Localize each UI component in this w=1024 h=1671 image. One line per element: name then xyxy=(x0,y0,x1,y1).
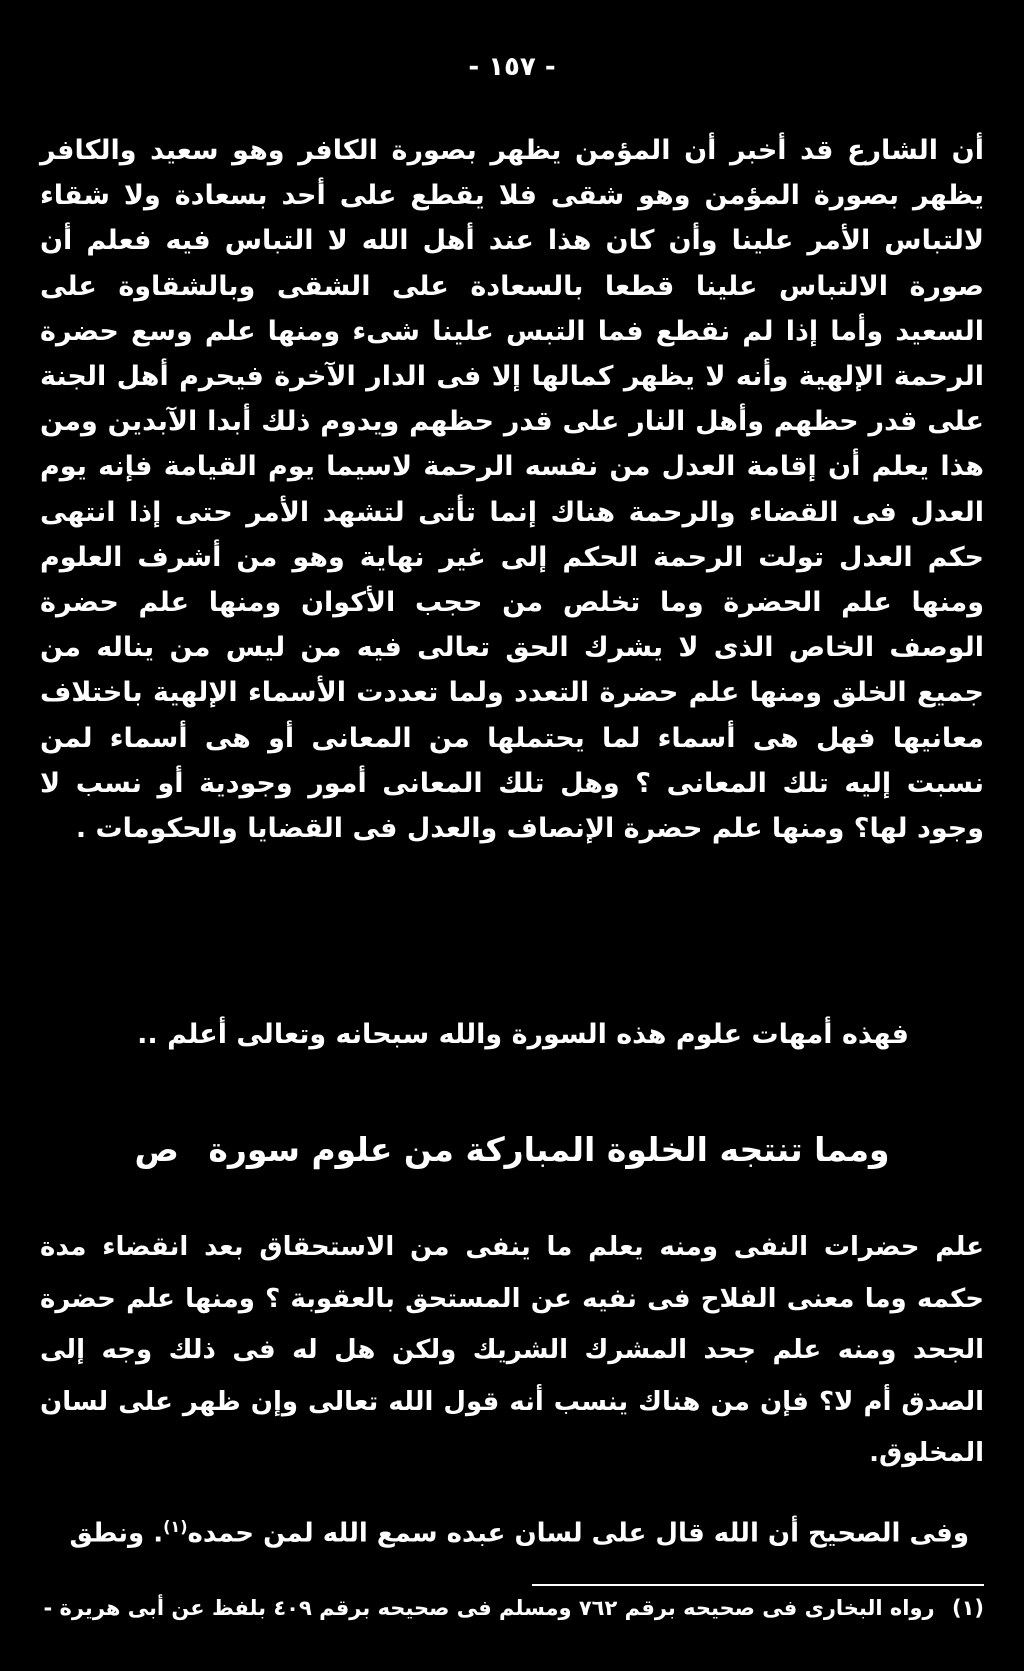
paragraph-body-1: أن الشارع قد أخبر أن المؤمن يظهر بصورة الكافر وهو سعيد والكافر يظهر بصورة المؤمن وهو شقى فلا يقطع على أحد بسعادة ولا شقاء لالتباس الأمر علينا وأن كان هذا عند أهل الله لا التباس فيه فعلم أن صورة الالتباس علينا قطعا بالسعادة على الشقى وبالشقاوة على السعيد وأما إذا لم نقطع فما التبس علينا شىء ومنها علم وسع حضرة الرحمة الإلهية وأنه لا يظهر كمالها إلا فى الدار الآخرة فيحرم أهل الجنة على قدر حظهم وأهل النار على قدر حظهم ويدوم ذلك أبدا الآبدين ومن هذا يعلم أن إقامة العدل من نفسه الرحمة لاسيما يوم القيامة فإنه يوم العدل فى القضاء والرحمة هناك إنما تأتى لتشهد الأمر حتى إذا انتهى حكم العدل تولت الرحمة الحكم إلى غير نهاية وهو من أشرف العلوم ومنها علم الحضرة وما تخلص من حجب الأكوان ومنها علم حضرة الوصف الخاص الذى لا يشرك الحق تعالى فيه من ليس من يناله من جميع الخلق ومنها علم حضرة التعدد ولما تعددت الأسماء الإلهية باختلاف معانيها فهل هى أسماء لما يحتملها من المعانى أو هى أسماء لمن نسبت إليه تلك المعانى ؟ وهل تلك المعانى أمور وجودية أو نسب لا وجود لها؟ ومنها علم حضرة الإنصاف والعدل فى القضايا والحكومات . xyxy=(40,135,984,845)
paragraph-conclusion: فهذه أمهات علوم هذه السورة والله سبحانه وتعالى أعلم .. xyxy=(137,1019,909,1050)
page-number: - ١٥٧ - xyxy=(468,52,556,82)
section-heading-text: ومما تنتجه الخلوة المباركة من علوم سورة xyxy=(208,1130,890,1169)
footnote-reference: (١) xyxy=(163,1517,188,1536)
section-heading xyxy=(0,1130,1024,1169)
section-heading-surah: ص xyxy=(134,1130,179,1169)
footnote-divider xyxy=(532,1584,984,1586)
paragraph-hadith xyxy=(39,1504,969,1557)
paragraph-body-2: علم حضرات النفى ومنه يعلم ما ينفى من الاستحقاق بعد انقضاء مدة حكمه وما معنى الفلاح فى نفيه عن المستحق بالعقوبة ؟ ومنها علم حضرة الجحد ومنه علم جحد المشرك الشريك ولكن هل له فى ذلك وجه إلى الصدق أم لا؟ فإن من هناك ينسب أنه قول الله تعالى وإن ظهر على لسان المخلوق. xyxy=(40,1232,984,1468)
footnote-mark: (١) xyxy=(951,1596,984,1620)
hadith-text: وفى الصحيح أن الله قال على لسان عبده سمع الله لمن حمده xyxy=(187,1518,969,1549)
footnote-dash: - xyxy=(43,1596,53,1620)
footnote xyxy=(40,1592,984,1624)
footnote-text: رواه البخارى فى صحيحه برقم ٧٦٢ ومسلم فى صحيحه برقم ٤٠٩ بلفظ عن أبى هريرة xyxy=(59,1596,935,1620)
hadith-tail: . ونطق xyxy=(69,1518,164,1549)
